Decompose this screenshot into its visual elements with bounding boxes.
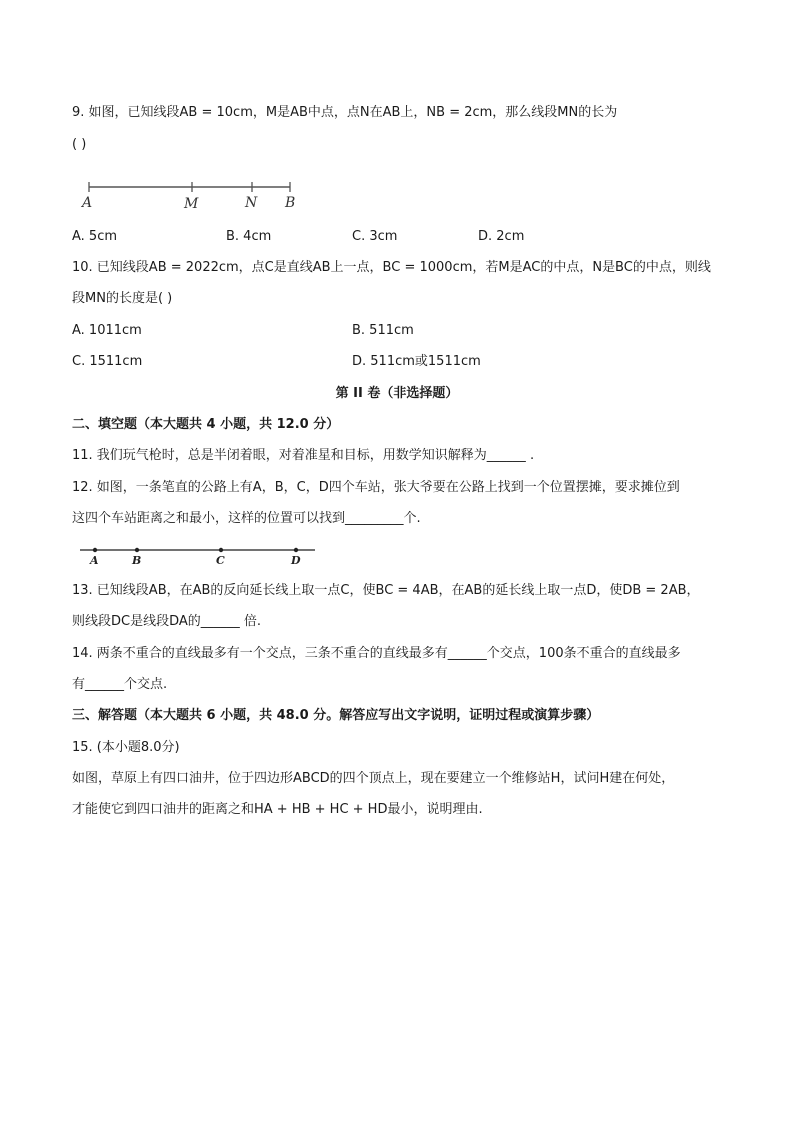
q11-text: 11. 我们玩气枪时，总是半闭着眼，对着准星和目标，用数学知识解释为______ . xyxy=(72,448,535,463)
q9-answer-paren: ( ) xyxy=(72,137,87,152)
station-label-b: B xyxy=(132,554,142,567)
q10-option-c: C. 1511cm xyxy=(72,354,143,369)
q9-option-c: C. 3cm xyxy=(352,229,398,244)
q10-option-b: B. 511cm xyxy=(352,323,414,338)
q10-option-a: A. 1011cm xyxy=(72,323,142,338)
q13-line2: 则线段DC是线段DA的______ 倍. xyxy=(72,614,262,629)
section2-title: 二、填空题（本大题共 4 小题，共 12.0 分） xyxy=(72,417,340,432)
q13-line1: 13. 已知线段AB，在AB的反向延长线上取一点C，使BC = 4AB，在AB的延长线上取一点D，使DB = 2AB， xyxy=(72,583,700,598)
point-label-m: M xyxy=(184,196,199,212)
section3-title: 三、解答题（本大题共 6 小题，共 48.0 分。解答应写出文字说明，证明过程或演算步骤） xyxy=(72,708,600,723)
q9-stem: 9. 如图，已知线段AB = 10cm，M是AB中点，点N在AB上，NB = 2cm，那么线段MN的长为 xyxy=(72,105,618,120)
q9-option-a: A. 5cm xyxy=(72,229,118,244)
station-label-a: A xyxy=(90,554,99,567)
q10-stem-line2: 段MN的长度是( ) xyxy=(72,291,173,306)
q12-road-figure xyxy=(80,542,320,568)
q14-line2: 有______个交点. xyxy=(72,677,168,692)
q9-option-d: D. 2cm xyxy=(478,229,525,244)
q12-line1: 12. 如图，一条笔直的公路上有A，B，C，D四个车站，张大爷要在公路上找到一个位置摆摊，要求摊位到 xyxy=(72,480,680,495)
q10-stem-line1: 10. 已知线段AB = 2022cm，点C是直线AB上一点，BC = 1000cm，若M是AC的中点，N是BC的中点，则线 xyxy=(72,260,711,275)
q12-line2: 这四个车站距离之和最小，这样的位置可以找到_________个. xyxy=(72,511,421,526)
point-label-a: A xyxy=(82,195,93,211)
q15-line2: 才能使它到四口油井的距离之和HA + HB + HC + HD最小，说明理由. xyxy=(72,802,483,817)
station-label-c: C xyxy=(216,554,225,567)
q14-line1: 14. 两条不重合的直线最多有一个交点，三条不重合的直线最多有______个交点，100条不重合的直线最多 xyxy=(72,646,681,661)
station-label-d: D xyxy=(291,554,301,567)
point-label-n: N xyxy=(245,195,258,211)
point-label-b: B xyxy=(285,195,296,211)
q15-line1: 如图，草原上有四口油井，位于四边形ABCD的四个顶点上，现在要建立一个维修站H，试问H建在何处， xyxy=(72,771,675,786)
q10-option-d: D. 511cm或1511cm xyxy=(352,354,481,369)
section2-heading: 第 II 卷（非选择题） xyxy=(335,386,459,401)
q9-option-b: B. 4cm xyxy=(226,229,272,244)
q9-segment-figure xyxy=(80,178,310,214)
q15-header: 15. (本小题8.0分) xyxy=(72,740,180,755)
